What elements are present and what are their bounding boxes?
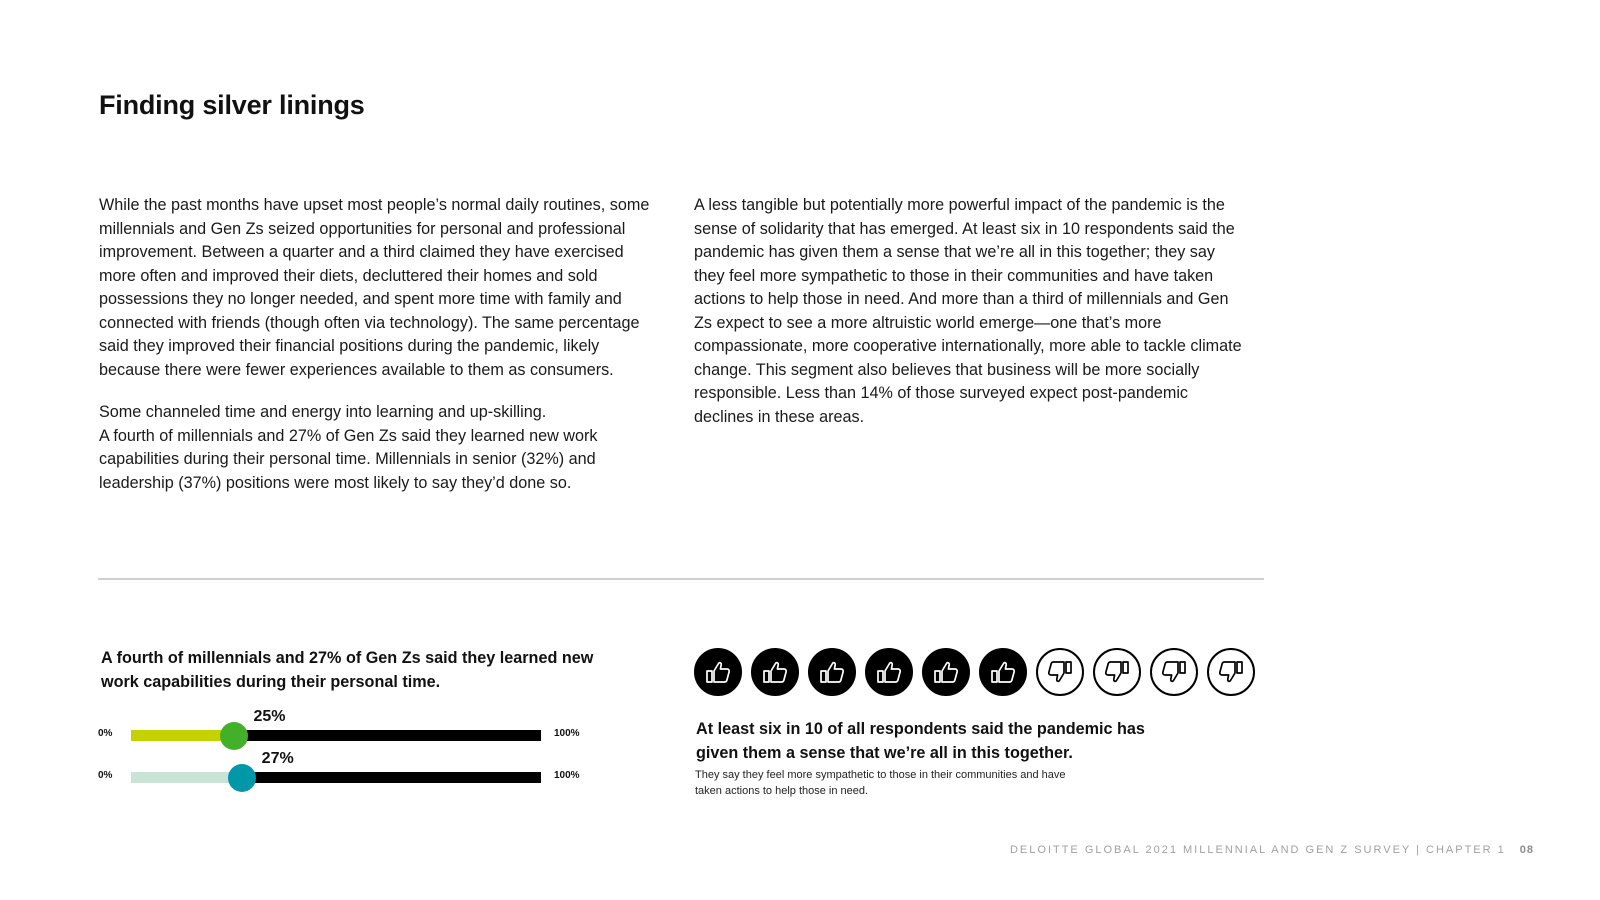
solidarity-icon-row: [694, 648, 1255, 696]
slider-min-label: 0%: [98, 728, 113, 739]
slider-min-label: 0%: [98, 770, 113, 781]
thumbs-up-icon: [865, 648, 913, 696]
slider-max-label: 100%: [554, 728, 580, 739]
slider-track: [131, 708, 541, 741]
left-paragraph-2-body: A fourth of millennials and 27% of Gen Zs said they learned new work capabilities during their personal time. Millennials in senior (32%) and leadership (37%) positions were most likely to say they’d done so.: [99, 426, 598, 492]
thumbs-down-icon: [1093, 648, 1141, 696]
solidarity-stat-heading: At least six in 10 of all respondents said the pandemic has given them a sense that we’re all in this together.: [696, 720, 1145, 762]
left-column: [99, 194, 655, 495]
thumbs-down-icon: [1207, 648, 1255, 696]
millennials-progress-slider: [98, 700, 618, 740]
thumbs-down-icon: [1150, 648, 1198, 696]
left-paragraph-2-lead: Some channeled time and energy into learning and up-skilling.: [99, 403, 547, 421]
page-number: 08: [1519, 844, 1534, 856]
thumbs-up-icon: [694, 648, 742, 696]
slider-fill: [131, 772, 242, 783]
slider-fill: [131, 730, 234, 741]
genz-progress-slider: [98, 742, 618, 782]
slider-track: [131, 750, 541, 783]
left-paragraph-2: [99, 401, 655, 495]
right-column: [694, 194, 1250, 429]
thumbs-up-icon: [922, 648, 970, 696]
right-paragraph-1: A less tangible but potentially more powerful impact of the pandemic is the sense of solidarity that has emerged. At least six in 10 respondents said the pandemic has given them a sense that we’re all in this together; they say they feel more sympathetic to those in their communities and have taken actions to help those in need. And more than a third of millennials and Gen Zs expect to see a more altruistic world emerge—one that’s more compassionate, more cooperative internationally, more able to tackle climate change. This segment also believes that business will be more socially responsible. Less than 14% of those surveyed expect post-pandemic declines in these areas.: [694, 196, 1242, 426]
slider-value-label: 25%: [253, 708, 286, 725]
footer-text: DELOITTE GLOBAL 2021 MILLENNIAL AND GEN Z SURVEY | CHAPTER 1: [1009, 844, 1506, 856]
solidarity-stat-subtext: They say they feel more sympathetic to those in their communities and have taken actions to help those in need.: [695, 769, 1066, 797]
thumbs-up-icon: [808, 648, 856, 696]
slider-knob: [228, 764, 256, 792]
footer: [1010, 844, 1534, 856]
left-paragraph-1: While the past months have upset most people’s normal daily routines, some millennials and Gen Zs seized opportunities for personal and professional improvement. Between a quarter and a third claimed they have exercised more often and improved their diets, decluttered their homes and sold possessions they no longer needed, and spent more time with family and connected with friends (though often via technology). The same percentage said they improved their financial positions during the pandemic, likely because there were fewer experiences available to them as consumers.: [99, 196, 650, 379]
slider-max-label: 100%: [554, 770, 580, 781]
slider-value-label: 27%: [261, 750, 294, 767]
thumbs-up-icon: [751, 648, 799, 696]
thumbs-up-icon: [979, 648, 1027, 696]
section-divider: [98, 578, 1264, 580]
thumbs-down-icon: [1036, 648, 1084, 696]
skills-stat-heading: A fourth of millennials and 27% of Gen Zs said they learned new work capabilities during their personal time.: [101, 649, 594, 691]
page-title: Finding silver linings: [99, 90, 365, 120]
